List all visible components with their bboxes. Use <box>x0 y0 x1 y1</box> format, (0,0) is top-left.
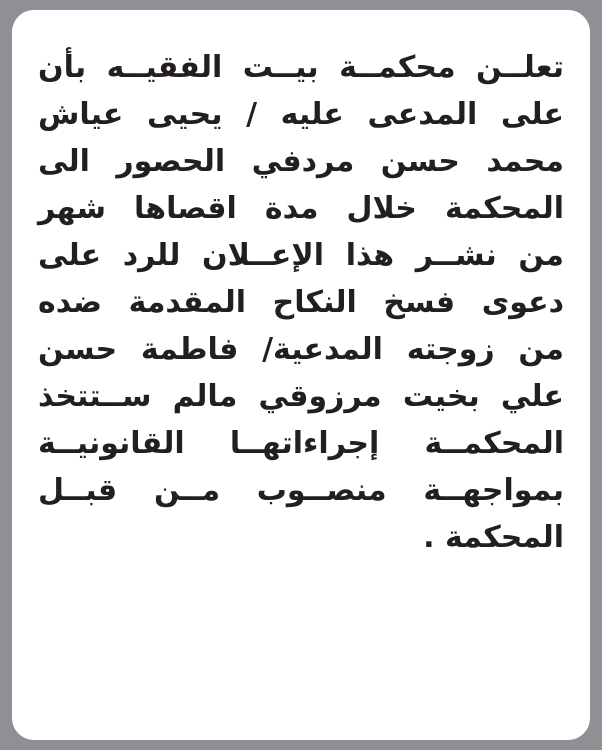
notice-line: من زوجته المدعية/ فاطمة حسن <box>38 332 564 367</box>
notice-line: المحكمة . <box>423 520 564 555</box>
notice-line: علي بخيت مرزوقي مالم ســتتخذ <box>38 379 564 414</box>
notice-line: بمواجهــة منصــوب مــن قبــل <box>38 473 564 508</box>
notice-line: المحكمــة إجراءاتهــا القانونيــة <box>38 426 564 461</box>
notice-line: محمد حسن مردفي الحصور الى <box>38 144 564 179</box>
notice-line: على المدعى عليه / يحيى عياش <box>38 97 564 132</box>
notice-line: من نشــر هذا الإعــلان للرد على <box>38 238 564 273</box>
notice-card <box>12 10 590 740</box>
notice-line: المحكمة خلال مدة اقصاها شهر <box>38 191 564 226</box>
notice-line: دعوى فسخ النكاح المقدمة ضده <box>38 285 564 320</box>
notice-text-block <box>12 44 590 561</box>
notice-line: تعلــن محكمــة بيــت الفقيــه بأن <box>38 50 564 85</box>
